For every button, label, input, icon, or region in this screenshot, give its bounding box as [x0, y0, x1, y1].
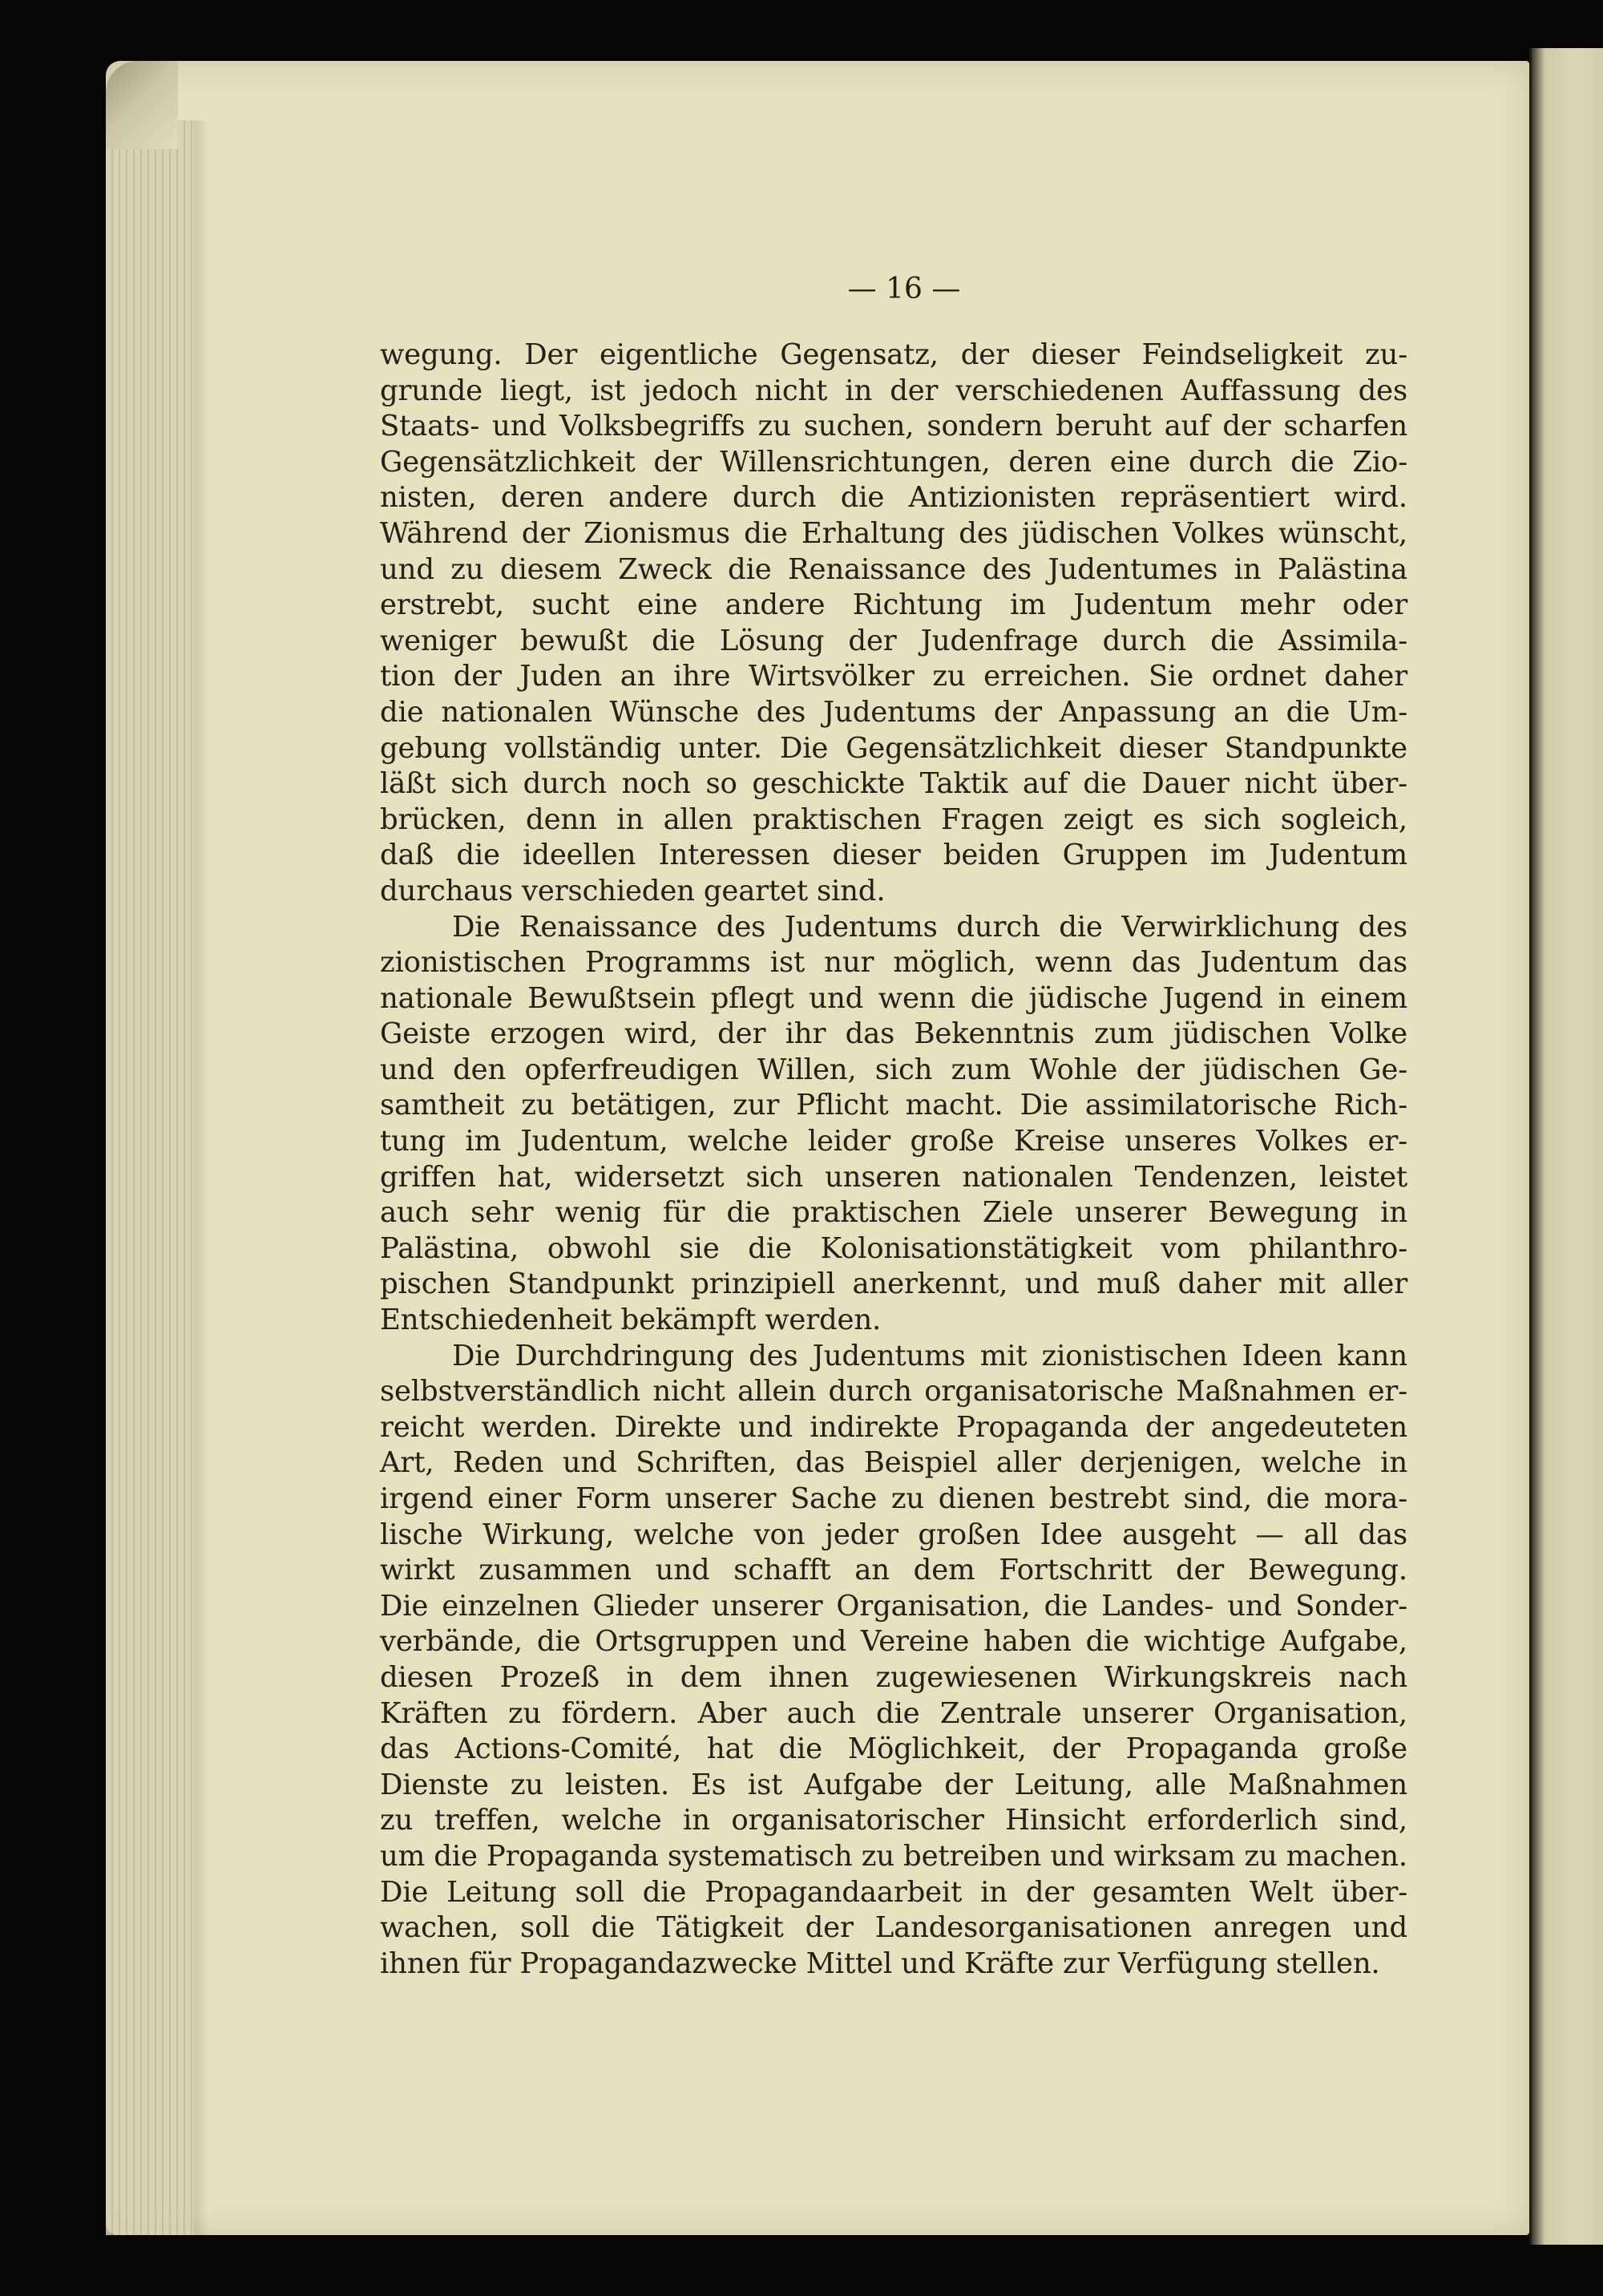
text-line: zionistischen Programms ist nur möglich, wenn das Judentum das [380, 946, 1407, 980]
text-line: wirkt zusammen und schafft an dem Fortschritt der Bewegung. [380, 1554, 1407, 1587]
text-line: wachen, soll die Tätigkeit der Landesorganisationen anregen und [380, 1911, 1407, 1945]
text-line: nationale Bewußtsein pflegt und wenn die jüdische Jugend in einem [380, 981, 1407, 1015]
text-line: daß die ideellen Interessen dieser beiden Gruppen im Judentum [380, 839, 1407, 872]
text-line: tion der Juden an ihre Wirtsvölker zu erreichen. Sie ordnet daher [380, 660, 1407, 693]
text-line: Die einzelnen Glieder unserer Organisation, die Landes- und Sonder- [380, 1589, 1407, 1623]
text-line: und den opferfreudigen Willen, sich zum Wohle der jüdischen Ge- [380, 1053, 1407, 1086]
text-line: lische Wirkung, welche von jeder großen Idee ausgeht — all das [380, 1518, 1407, 1551]
text-line: und zu diesem Zweck die Renaissance des Judentumes in Palästina [380, 552, 1407, 586]
text-line: Die Leitung soll die Propagandaarbeit in der gesamten Welt über- [380, 1875, 1407, 1909]
text-line: Gegensätzlichkeit der Willensrichtungen, deren eine durch die Zio- [380, 445, 1407, 479]
text-line: durchaus verschieden geartet sind. [380, 874, 886, 907]
page-number: — 16 — [847, 273, 961, 305]
adjacent-page-edge [1529, 48, 1603, 2245]
text-line: auch sehr wenig für die praktischen Ziele unserer Bewegung in [380, 1196, 1407, 1230]
text-line: Dienste zu leisten. Es ist Aufgabe der Leitung, alle Maßnahmen [380, 1768, 1407, 1801]
text-line: gebung vollständig unter. Die Gegensätzlichkeit dieser Standpunkte [380, 731, 1407, 765]
text-line: grunde liegt, ist jedoch nicht in der verschiedenen Auffassung des [380, 374, 1407, 407]
binding-edge [106, 120, 194, 2235]
text-line: Entschiedenheit bekämpft werden. [380, 1304, 882, 1337]
text-line: selbstverständlich nicht allein durch organisatorische Maßnahmen er- [380, 1375, 1407, 1409]
text-line: Kräften zu fördern. Aber auch die Zentrale unserer Organisation, [380, 1696, 1407, 1730]
text-line: nisten, deren andere durch die Antizionisten repräsentiert wird. [380, 481, 1407, 515]
text-line: Geiste erzogen wird, der ihr das Bekenntnis zum jüdischen Volke [380, 1017, 1407, 1051]
text-line: verbände, die Ortsgruppen und Vereine haben die wichtige Aufgabe, [380, 1625, 1407, 1659]
paragraph [380, 911, 1407, 1340]
text-line: Die Durchdringung des Judentums mit zionistischen Ideen kann [452, 1339, 1407, 1372]
curled-corner [106, 61, 178, 149]
text-line: pischen Standpunkt prinzipiell anerkennt, und muß daher mit aller [380, 1267, 1407, 1301]
text-line: ihnen für Propagandazwecke Mittel und Kräfte zur Verfügung stellen. [380, 1946, 1380, 1980]
text-line: Während der Zionismus die Erhaltung des jüdischen Volkes wünscht, [380, 516, 1407, 550]
text-line: erstrebt, sucht eine andere Richtung im Judentum mehr oder [380, 588, 1407, 622]
text-line: diesen Prozeß in dem ihnen zugewiesenen Wirkungskreis nach [380, 1660, 1407, 1694]
text-line: irgend einer Form unserer Sache zu dienen bestrebt sind, die mora- [380, 1482, 1407, 1515]
text-line: läßt sich durch noch so geschickte Taktik auf die Dauer nicht über- [380, 767, 1407, 801]
text-line: Staats- und Volksbegriffs zu suchen, sondern beruht auf der scharfen [380, 410, 1407, 443]
text-line: reicht werden. Direkte und indirekte Propaganda der angedeuteten [380, 1410, 1407, 1444]
body-text [380, 338, 1407, 1983]
text-line: Art, Reden und Schriften, das Beispiel aller derjenigen, welche in [380, 1446, 1407, 1480]
text-line: zu treffen, welche in organisatorischer Hinsicht erforderlich sind, [380, 1804, 1407, 1837]
text-line: Die Renaissance des Judentums durch die Verwirklichung des [452, 910, 1407, 944]
text-line: das Actions-Comité, hat die Möglichkeit, der Propaganda große [380, 1732, 1407, 1766]
text-line: wegung. Der eigentliche Gegensatz, der dieser Feindseligkeit zu- [380, 338, 1407, 371]
paragraph [380, 338, 1407, 911]
text-line: samtheit zu betätigen, zur Pflicht macht. Die assimilatorische Rich- [380, 1089, 1407, 1122]
text-line: um die Propaganda systematisch zu betreiben und wirksam zu machen. [380, 1839, 1407, 1873]
text-line: weniger bewußt die Lösung der Judenfrage durch die Assimila- [380, 624, 1407, 657]
text-line: brücken, denn in allen praktischen Fragen zeigt es sich sogleich, [380, 802, 1407, 836]
text-line: griffen hat, widersetzt sich unseren nationalen Tendenzen, leistet [380, 1160, 1407, 1194]
paragraph [380, 1340, 1407, 1983]
text-line: Palästina, obwohl sie die Kolonisationstätigkeit vom philanthro- [380, 1231, 1407, 1265]
text-line: tung im Judentum, welche leider große Kreise unseres Volkes er- [380, 1125, 1407, 1158]
text-line: die nationalen Wünsche des Judentums der Anpassung an die Um- [380, 695, 1407, 729]
